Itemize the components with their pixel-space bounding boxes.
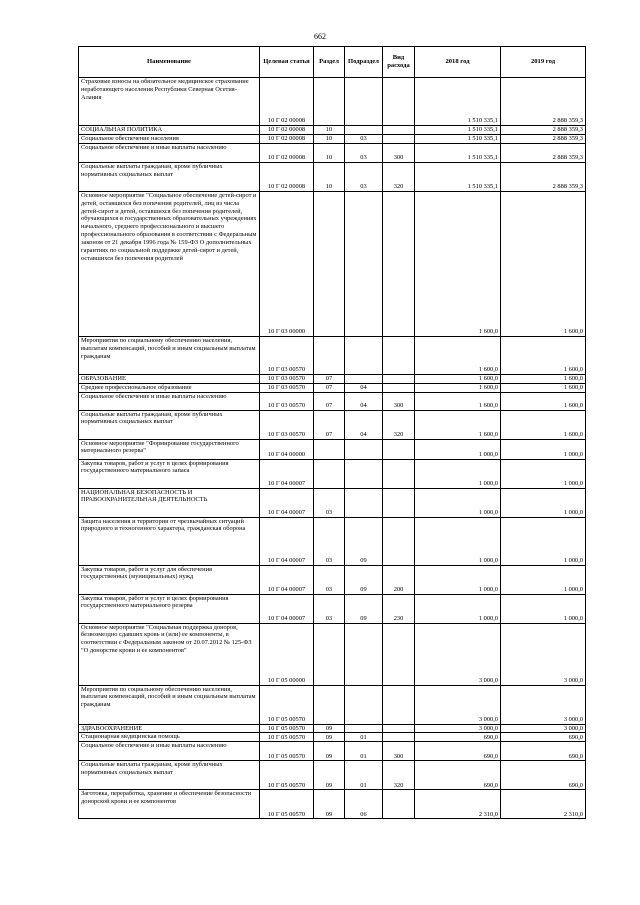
row-2019: 2 888 359,3 <box>501 78 586 126</box>
row-expense-type <box>383 135 415 144</box>
table-row <box>79 594 586 623</box>
row-article: 10 Г 05 00570 <box>260 685 314 724</box>
row-2018: 3 000,0 <box>415 724 501 733</box>
row-name: Заготовка, переработка, хранение и обеспечение безопасности донорской крови и ее компонентов <box>79 790 260 819</box>
row-subsection: 09 <box>345 517 383 565</box>
table-row <box>79 439 586 459</box>
row-article: 10 Г 02 00008 <box>260 78 314 126</box>
row-subsection <box>345 724 383 733</box>
row-expense-type <box>383 192 415 337</box>
row-2019: 2 310,0 <box>501 790 586 819</box>
row-article: 10 Г 04 00007 <box>260 517 314 565</box>
row-2019: 690,0 <box>501 733 586 742</box>
row-section <box>314 685 345 724</box>
row-article: 10 Г 03 00570 <box>260 383 314 392</box>
row-subsection: 06 <box>345 790 383 819</box>
table-row <box>79 163 586 192</box>
row-subsection: 04 <box>345 383 383 392</box>
table-row <box>79 517 586 565</box>
row-expense-type <box>383 623 415 685</box>
row-article: 10 Г 05 00570 <box>260 742 314 761</box>
row-2018: 1 000,0 <box>415 459 501 488</box>
row-name: Основное мероприятие "Социальная поддержка доноров, безвозмездно сдавших кровь и (или) ее компоненты, в соответствии с Федеральным законом от 20.07.2012 № 125-ФЗ "О донорстве крови и ее компонентов" <box>79 623 260 685</box>
table-row <box>79 144 586 163</box>
row-article: 10 Г 05 00570 <box>260 761 314 790</box>
row-article: 10 Г 03 00570 <box>260 392 314 410</box>
row-article: 10 Г 04 00007 <box>260 565 314 594</box>
row-expense-type <box>383 517 415 565</box>
row-expense-type <box>383 685 415 724</box>
row-subsection: 03 <box>345 144 383 163</box>
row-2018: 1 510 335,1 <box>415 126 501 135</box>
table-row <box>79 623 586 685</box>
table-row <box>79 126 586 135</box>
row-name: Среднее профессиональное образование <box>79 383 260 392</box>
row-expense-type: 320 <box>383 761 415 790</box>
row-section: 10 <box>314 163 345 192</box>
row-2018: 1 510 335,1 <box>415 163 501 192</box>
row-section <box>314 78 345 126</box>
row-subsection <box>345 488 383 517</box>
row-article: 10 Г 04 00007 <box>260 488 314 517</box>
row-article: 10 Г 04 00007 <box>260 594 314 623</box>
header-expense-type: Вид расхода <box>383 47 415 78</box>
row-subsection <box>345 78 383 126</box>
row-section: 09 <box>314 724 345 733</box>
row-expense-type: 320 <box>383 410 415 439</box>
row-expense-type <box>383 126 415 135</box>
row-expense-type: 300 <box>383 392 415 410</box>
row-article: 10 Г 05 00570 <box>260 733 314 742</box>
row-2018: 1 510 335,1 <box>415 78 501 126</box>
row-expense-type <box>383 383 415 392</box>
row-name: Закупка товаров, работ и услуг в целях формирования государственного материального запаса <box>79 459 260 488</box>
row-expense-type <box>383 488 415 517</box>
row-article: 10 Г 03 00000 <box>260 192 314 337</box>
table-row <box>79 337 586 375</box>
table-row <box>79 742 586 761</box>
row-subsection: 04 <box>345 410 383 439</box>
row-section: 10 <box>314 135 345 144</box>
row-article: 10 Г 03 00570 <box>260 410 314 439</box>
row-2018: 1 600,0 <box>415 392 501 410</box>
row-subsection <box>345 375 383 384</box>
row-2018: 1 600,0 <box>415 375 501 384</box>
row-article: 10 Г 05 00570 <box>260 724 314 733</box>
row-article: 10 Г 03 00570 <box>260 337 314 375</box>
table-row <box>79 410 586 439</box>
row-2018: 1 000,0 <box>415 488 501 517</box>
row-section: 07 <box>314 383 345 392</box>
row-section <box>314 623 345 685</box>
row-expense-type <box>383 790 415 819</box>
row-article: 10 Г 04 00007 <box>260 459 314 488</box>
row-article: 10 Г 02 00008 <box>260 126 314 135</box>
row-subsection: 09 <box>345 565 383 594</box>
row-subsection: 01 <box>345 733 383 742</box>
row-name: Закупка товаров, работ и услуг в целях формирования государственного материального резерва <box>79 594 260 623</box>
header-2019: 2019 год <box>501 47 586 78</box>
row-subsection: 03 <box>345 135 383 144</box>
row-subsection <box>345 685 383 724</box>
row-2019: 2 888 359,3 <box>501 163 586 192</box>
row-section: 03 <box>314 565 345 594</box>
row-name: Социальное обеспечение и иные выплаты населению <box>79 742 260 761</box>
row-name: Защита населения и территории от чрезвычайных ситуаций природного и техногенного характера, гражданская оборона <box>79 517 260 565</box>
row-name: Основное мероприятие "Социальное обеспечение детей-сирот и детей, оставшихся без попечения родителей, лиц из числа детей-сирот и детей, оставшихся без попечения родителей, обучающихся в государственных образовательных учреждениях начального, среднего профессионального и высшего профессионального образования в соответствии с Федеральным законом от 21 декабря 1996 года № 159-ФЗ О дополнительных гарантиях по социальной поддержке детей-сирот и детей, оставшихся без попечения родителей <box>79 192 260 337</box>
table-row <box>79 383 586 392</box>
row-2018: 1 510 335,1 <box>415 144 501 163</box>
row-name: Социальные выплаты гражданам, кроме публичных нормативных социальных выплат <box>79 163 260 192</box>
row-2019: 2 888 359,3 <box>501 135 586 144</box>
table-row <box>79 565 586 594</box>
header-section: Раздел <box>314 47 345 78</box>
row-subsection: 04 <box>345 392 383 410</box>
row-2018: 1 600,0 <box>415 410 501 439</box>
table-row <box>79 135 586 144</box>
table-row <box>79 685 586 724</box>
table-row <box>79 488 586 517</box>
row-2019: 2 888 359,3 <box>501 126 586 135</box>
row-section: 10 <box>314 126 345 135</box>
row-2019: 1 000,0 <box>501 439 586 459</box>
row-subsection: 03 <box>345 163 383 192</box>
row-section <box>314 192 345 337</box>
row-article: 10 Г 03 00570 <box>260 375 314 384</box>
row-name: СОЦИАЛЬНАЯ ПОЛИТИКА <box>79 126 260 135</box>
row-2018: 1 000,0 <box>415 517 501 565</box>
row-expense-type <box>383 78 415 126</box>
row-subsection: 01 <box>345 761 383 790</box>
row-section: 03 <box>314 488 345 517</box>
row-subsection <box>345 126 383 135</box>
row-2019: 1 600,0 <box>501 375 586 384</box>
row-name: Мероприятия по социальному обеспечению населения, выплатам компенсаций, пособий и иным социальным выплатам гражданам <box>79 337 260 375</box>
row-2019: 1 600,0 <box>501 410 586 439</box>
table-row <box>79 392 586 410</box>
row-2019: 2 888 359,3 <box>501 144 586 163</box>
row-subsection <box>345 623 383 685</box>
row-article: 10 Г 02 00008 <box>260 163 314 192</box>
row-name: Мероприятия по социальному обеспечению населения, выплатам компенсаций, пособий и иным социальным выплатам гражданам <box>79 685 260 724</box>
row-2019: 690,0 <box>501 742 586 761</box>
header-name: Наименование <box>79 47 260 78</box>
row-2018: 1 000,0 <box>415 565 501 594</box>
row-name: Страховые взносы на обязательное медицинское страхование неработающего населения Республики Северная Осетия-Алания <box>79 78 260 126</box>
row-expense-type: 300 <box>383 144 415 163</box>
row-subsection: 09 <box>345 594 383 623</box>
row-2019: 3 000,0 <box>501 685 586 724</box>
row-expense-type: 300 <box>383 742 415 761</box>
row-section: 07 <box>314 375 345 384</box>
table-row <box>79 192 586 337</box>
table-body <box>79 78 586 819</box>
row-article: 10 Г 02 00008 <box>260 135 314 144</box>
row-subsection: 01 <box>345 742 383 761</box>
row-article: 10 Г 04 00000 <box>260 439 314 459</box>
row-2019: 1 000,0 <box>501 459 586 488</box>
row-expense-type <box>383 733 415 742</box>
row-expense-type: 200 <box>383 565 415 594</box>
row-expense-type <box>383 375 415 384</box>
row-2019: 1 000,0 <box>501 517 586 565</box>
row-name: Основное мероприятие "Формирование государственного материального резерва" <box>79 439 260 459</box>
row-section: 09 <box>314 761 345 790</box>
row-section: 10 <box>314 144 345 163</box>
row-2019: 1 000,0 <box>501 488 586 517</box>
row-expense-type: 320 <box>383 163 415 192</box>
table-row <box>79 459 586 488</box>
row-expense-type: 230 <box>383 594 415 623</box>
row-subsection <box>345 192 383 337</box>
row-name: ЗДРАВООХРАНЕНИЕ <box>79 724 260 733</box>
row-2018: 2 310,0 <box>415 790 501 819</box>
row-section: 09 <box>314 790 345 819</box>
row-2018: 1 000,0 <box>415 594 501 623</box>
budget-table <box>78 46 586 819</box>
row-2019: 1 600,0 <box>501 337 586 375</box>
row-2018: 1 510 335,1 <box>415 135 501 144</box>
row-2019: 690,0 <box>501 761 586 790</box>
row-expense-type <box>383 337 415 375</box>
header-subsection: Подраздел <box>345 47 383 78</box>
row-2018: 690,0 <box>415 733 501 742</box>
row-name: Социальные выплаты гражданам, кроме публичных нормативных социальных выплат <box>79 761 260 790</box>
row-2018: 3 000,0 <box>415 685 501 724</box>
header-2018: 2018 год <box>415 47 501 78</box>
header-article: Целевая статья <box>260 47 314 78</box>
row-subsection <box>345 439 383 459</box>
row-name: ОБРАЗОВАНИЕ <box>79 375 260 384</box>
table-row <box>79 724 586 733</box>
row-2019: 3 000,0 <box>501 724 586 733</box>
row-name: Социальное обеспечение и иные выплаты населению <box>79 392 260 410</box>
row-section <box>314 337 345 375</box>
row-name: Закупка товаров, работ и услуг для обеспечения государственных (муниципальных) нужд <box>79 565 260 594</box>
row-section <box>314 439 345 459</box>
row-2019: 3 000,0 <box>501 623 586 685</box>
row-section <box>314 459 345 488</box>
row-name: НАЦИОНАЛЬНАЯ БЕЗОПАСНОСТЬ И ПРАВООХРАНИТЕЛЬНАЯ ДЕЯТЕЛЬНОСТЬ <box>79 488 260 517</box>
row-2018: 1 600,0 <box>415 383 501 392</box>
row-section: 03 <box>314 517 345 565</box>
row-name: Социальное обеспечение и иные выплаты населению <box>79 144 260 163</box>
row-name: Социальные выплаты гражданам, кроме публичных нормативных социальных выплат <box>79 410 260 439</box>
row-expense-type <box>383 724 415 733</box>
page-number: 662 <box>314 32 326 41</box>
row-expense-type <box>383 459 415 488</box>
row-name: Социальное обеспечение населения <box>79 135 260 144</box>
row-article: 10 Г 05 00570 <box>260 790 314 819</box>
row-expense-type <box>383 439 415 459</box>
table-row <box>79 761 586 790</box>
row-section: 03 <box>314 594 345 623</box>
row-2019: 1 000,0 <box>501 565 586 594</box>
table-row <box>79 790 586 819</box>
row-article: 10 Г 05 00000 <box>260 623 314 685</box>
row-2019: 1 600,0 <box>501 192 586 337</box>
row-2018: 1 000,0 <box>415 439 501 459</box>
row-subsection <box>345 337 383 375</box>
table-row <box>79 78 586 126</box>
row-2018: 690,0 <box>415 742 501 761</box>
row-2019: 1 600,0 <box>501 383 586 392</box>
row-2018: 1 600,0 <box>415 337 501 375</box>
table-row <box>79 375 586 384</box>
row-section: 09 <box>314 733 345 742</box>
row-article: 10 Г 02 00008 <box>260 144 314 163</box>
row-section: 07 <box>314 392 345 410</box>
table-row <box>79 733 586 742</box>
row-section: 09 <box>314 742 345 761</box>
table-header-row <box>79 47 586 78</box>
row-2018: 690,0 <box>415 761 501 790</box>
row-2018: 3 000,0 <box>415 623 501 685</box>
row-2018: 1 600,0 <box>415 192 501 337</box>
row-name: Стационарная медицинская помощь <box>79 733 260 742</box>
row-2019: 1 600,0 <box>501 392 586 410</box>
row-section: 07 <box>314 410 345 439</box>
row-2019: 1 000,0 <box>501 594 586 623</box>
row-subsection <box>345 459 383 488</box>
